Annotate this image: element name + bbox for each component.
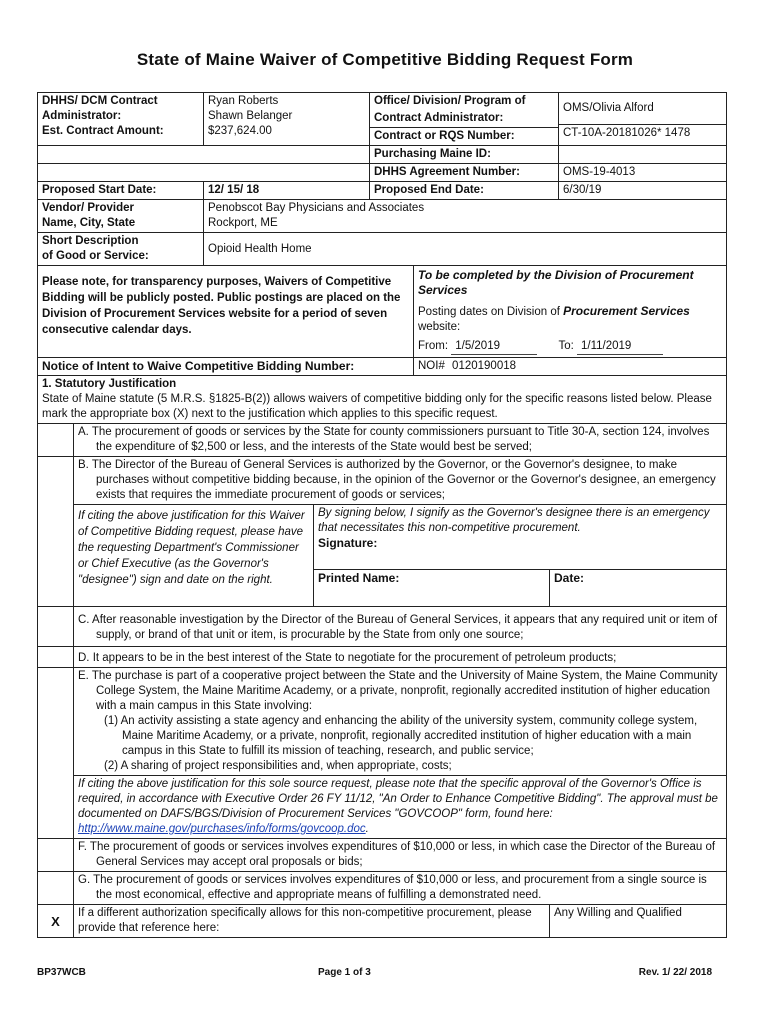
amount-label: Est. Contract Amount: bbox=[42, 125, 164, 137]
office-label-1: Office/ Division/ Program of bbox=[374, 95, 526, 107]
posting-text bbox=[418, 304, 722, 335]
to-label: To: bbox=[558, 340, 574, 352]
admin-name-2: Shawn Belanger bbox=[208, 110, 293, 122]
agreement-value[interactable]: OMS-19-4013 bbox=[559, 164, 727, 182]
other-text: If a different authorization specifically allows for this non-competitive procurement, please provide that reference here: bbox=[74, 905, 550, 938]
signature-label: Signature: bbox=[318, 536, 378, 550]
checkbox-other[interactable]: X bbox=[38, 905, 74, 938]
dcm-label-cell bbox=[38, 93, 204, 146]
dcm-label-2: Administrator: bbox=[42, 110, 122, 122]
amount-value: $237,624.00 bbox=[208, 125, 272, 137]
admin-name-1: Ryan Roberts bbox=[208, 95, 279, 107]
e-citing-note bbox=[74, 776, 727, 839]
purchasing-value[interactable] bbox=[559, 146, 727, 164]
checkbox-a[interactable] bbox=[38, 424, 74, 457]
date-label[interactable]: Date: bbox=[550, 570, 727, 607]
checkbox-c[interactable] bbox=[38, 607, 74, 647]
posting-text-pre: Posting dates on Division of bbox=[418, 306, 560, 318]
b-citing-note: If citing the above justification for this Waiver of Competitive Bidding request, please have the requesting Department's Commissioner or Chief Executive (as the Governor's "designee") sign and date on the right. bbox=[74, 505, 314, 607]
vendor-value-2: Rockport, ME bbox=[208, 217, 278, 229]
noi-cell[interactable] bbox=[414, 358, 727, 376]
purchasing-label: Purchasing Maine ID: bbox=[370, 146, 559, 164]
to-value[interactable]: 1/11/2019 bbox=[577, 339, 663, 355]
blank-cell-2 bbox=[38, 164, 370, 182]
section1-heading: 1. Statutory Justification bbox=[42, 378, 177, 390]
start-label: Proposed Start Date: bbox=[38, 182, 204, 200]
admin-value-cell[interactable] bbox=[204, 93, 370, 146]
checkbox-g[interactable] bbox=[38, 872, 74, 905]
vendor-value-1: Penobscot Bay Physicians and Associates bbox=[208, 202, 425, 214]
noi-value: 0120190018 bbox=[452, 360, 517, 372]
e-citing-period: . bbox=[365, 823, 369, 835]
desc-label-2: of Good or Service: bbox=[42, 250, 149, 262]
contract-value: CT-10A-20181026* 1478 bbox=[559, 124, 726, 142]
end-value[interactable]: 6/30/19 bbox=[559, 182, 727, 200]
notice-table bbox=[37, 265, 727, 376]
justification-b: B. The Director of the Bureau of General Services is authorized by the Governor, or the Governor's designee, to make purchases without competitive bidding because, in the opinion of the Governor or the Governor's designee, an emergency exists that requires the immediate procurement of goods or services; bbox=[74, 457, 727, 505]
justification-e-cell bbox=[74, 668, 727, 776]
justification-e2: (2) A sharing of project responsibilities and, when appropriate, costs; bbox=[104, 760, 452, 772]
agreement-label: DHHS Agreement Number: bbox=[370, 164, 559, 182]
posting-dates bbox=[418, 339, 722, 355]
from-label: From: bbox=[418, 340, 449, 352]
posting-text-post: website: bbox=[418, 321, 461, 333]
desc-label-1: Short Description bbox=[42, 235, 139, 247]
division-box bbox=[414, 266, 727, 358]
end-label: Proposed End Date: bbox=[370, 182, 559, 200]
noi-prefix: NOI# bbox=[418, 360, 445, 372]
b-signing-text: By signing below, I signify as the Governor's designee there is an emergency that necessitates this non-competitive procurement. bbox=[318, 507, 710, 534]
checkbox-b[interactable] bbox=[38, 457, 74, 607]
checkbox-f[interactable] bbox=[38, 839, 74, 872]
header-table bbox=[37, 92, 727, 266]
printed-name-label[interactable]: Printed Name: bbox=[314, 570, 550, 607]
transparency-notice: Please note, for transparency purposes, Waivers of Competitive Bidding will be publicly posted. Public postings are placed on the Division of Procurement Services website for a period of seven consecutive calendar days. bbox=[38, 266, 414, 358]
from-value[interactable]: 1/5/2019 bbox=[451, 339, 537, 355]
dcm-label-1: DHHS/ DCM Contract bbox=[42, 95, 158, 107]
footer-revision: Rev. 1/ 22/ 2018 bbox=[638, 967, 712, 978]
form-body bbox=[37, 92, 726, 938]
justification-e1: (1) An activity assisting a state agency and enhancing the ability of the university system, community college system, Maine Maritime Academy, or a private, nonprofit, regionally accredited institution of higher education with a main campus in this State to fulfill its mission of teaching, research, and public service; bbox=[104, 715, 698, 757]
justification-g: G. The procurement of goods or services involves expenditures of $10,000 or less, and procurement from a single source is the most economical, effective and appropriate means of fulfilling a demonstrated need. bbox=[74, 872, 727, 905]
division-heading: To be completed by the Division of Procurement Services bbox=[418, 268, 694, 297]
contract-label: Contract or RQS Number: bbox=[370, 127, 558, 145]
office-label-2: Contract Administrator: bbox=[374, 112, 504, 124]
justification-e: E. The purchase is part of a cooperative project between the State and the University of Maine System, the Maine Community College System, the Maine Maritime Academy, or a private, nonprofit, regionally accredited institution of higher education with a main campus in this State involving: bbox=[78, 670, 718, 712]
e-citing-text: If citing the above justification for this sole source request, please note that the specific approval of the Governor's Office is required, in accordance with Executive Order 26 FY 11/12, "An Order to Enhance Competitive Bidding". The approval must be documented on DAFS/BGS/Division of Procurement Services "GOVCOOP" form, found here: bbox=[78, 778, 718, 820]
section1-table bbox=[37, 375, 727, 938]
section1-intro-cell bbox=[38, 376, 727, 424]
posting-text-em: Procurement Services bbox=[563, 304, 690, 318]
noi-label: Notice of Intent to Waive Competitive Bidding Number: bbox=[38, 358, 414, 376]
start-value[interactable]: 12/ 15/ 18 bbox=[204, 182, 370, 200]
justification-f: F. The procurement of goods or services involves expenditures of $10,000 or less, in which case the Director of the Bureau of General Services may accept oral proposals or bids; bbox=[74, 839, 727, 872]
govcoop-link[interactable]: http://www.maine.gov/purchases/info/forms/govcoop.doc bbox=[78, 823, 366, 835]
footer-page-number: Page 1 of 3 bbox=[318, 967, 371, 978]
section1-intro: State of Maine statute (5 M.R.S. §1825-B(2)) allows waivers of competitive bidding only for the specific reasons listed below. Please mark the appropriate box (X) next to the justification which applies to this specific request. bbox=[42, 393, 712, 420]
desc-value[interactable]: Opioid Health Home bbox=[204, 233, 727, 266]
vendor-value-cell[interactable] bbox=[204, 200, 727, 233]
vendor-label-2: Name, City, State bbox=[42, 217, 136, 229]
desc-label-cell bbox=[38, 233, 204, 266]
b-signing-cell bbox=[314, 505, 727, 570]
footer-form-code: BP37WCB bbox=[37, 967, 86, 978]
office-value-cell[interactable] bbox=[559, 93, 727, 146]
office-label-cell bbox=[370, 93, 559, 146]
blank-cell-1 bbox=[38, 146, 370, 164]
vendor-label-1: Vendor/ Provider bbox=[42, 202, 135, 214]
justification-c: C. After reasonable investigation by the Director of the Bureau of General Services, it appears that any required unit or item of supply, or brand of that unit or item, is procurable by the State from only one source; bbox=[74, 607, 727, 647]
form-title: State of Maine Waiver of Competitive Bidding Request Form bbox=[136, 50, 634, 69]
other-value[interactable]: Any Willing and Qualified bbox=[550, 905, 727, 938]
checkbox-d[interactable] bbox=[38, 647, 74, 668]
vendor-label-cell bbox=[38, 200, 204, 233]
checkbox-e[interactable] bbox=[38, 668, 74, 839]
justification-a: A. The procurement of goods or services by the State for county commissioners pursuant to Title 30-A, section 124, involves the expenditure of $2,500 or less, and the interests of the State would best be served; bbox=[74, 424, 727, 457]
office-value: OMS/Olivia Alford bbox=[563, 102, 654, 114]
justification-d: D. It appears to be in the best interest of the State to negotiate for the procurement of petroleum products; bbox=[74, 647, 727, 668]
